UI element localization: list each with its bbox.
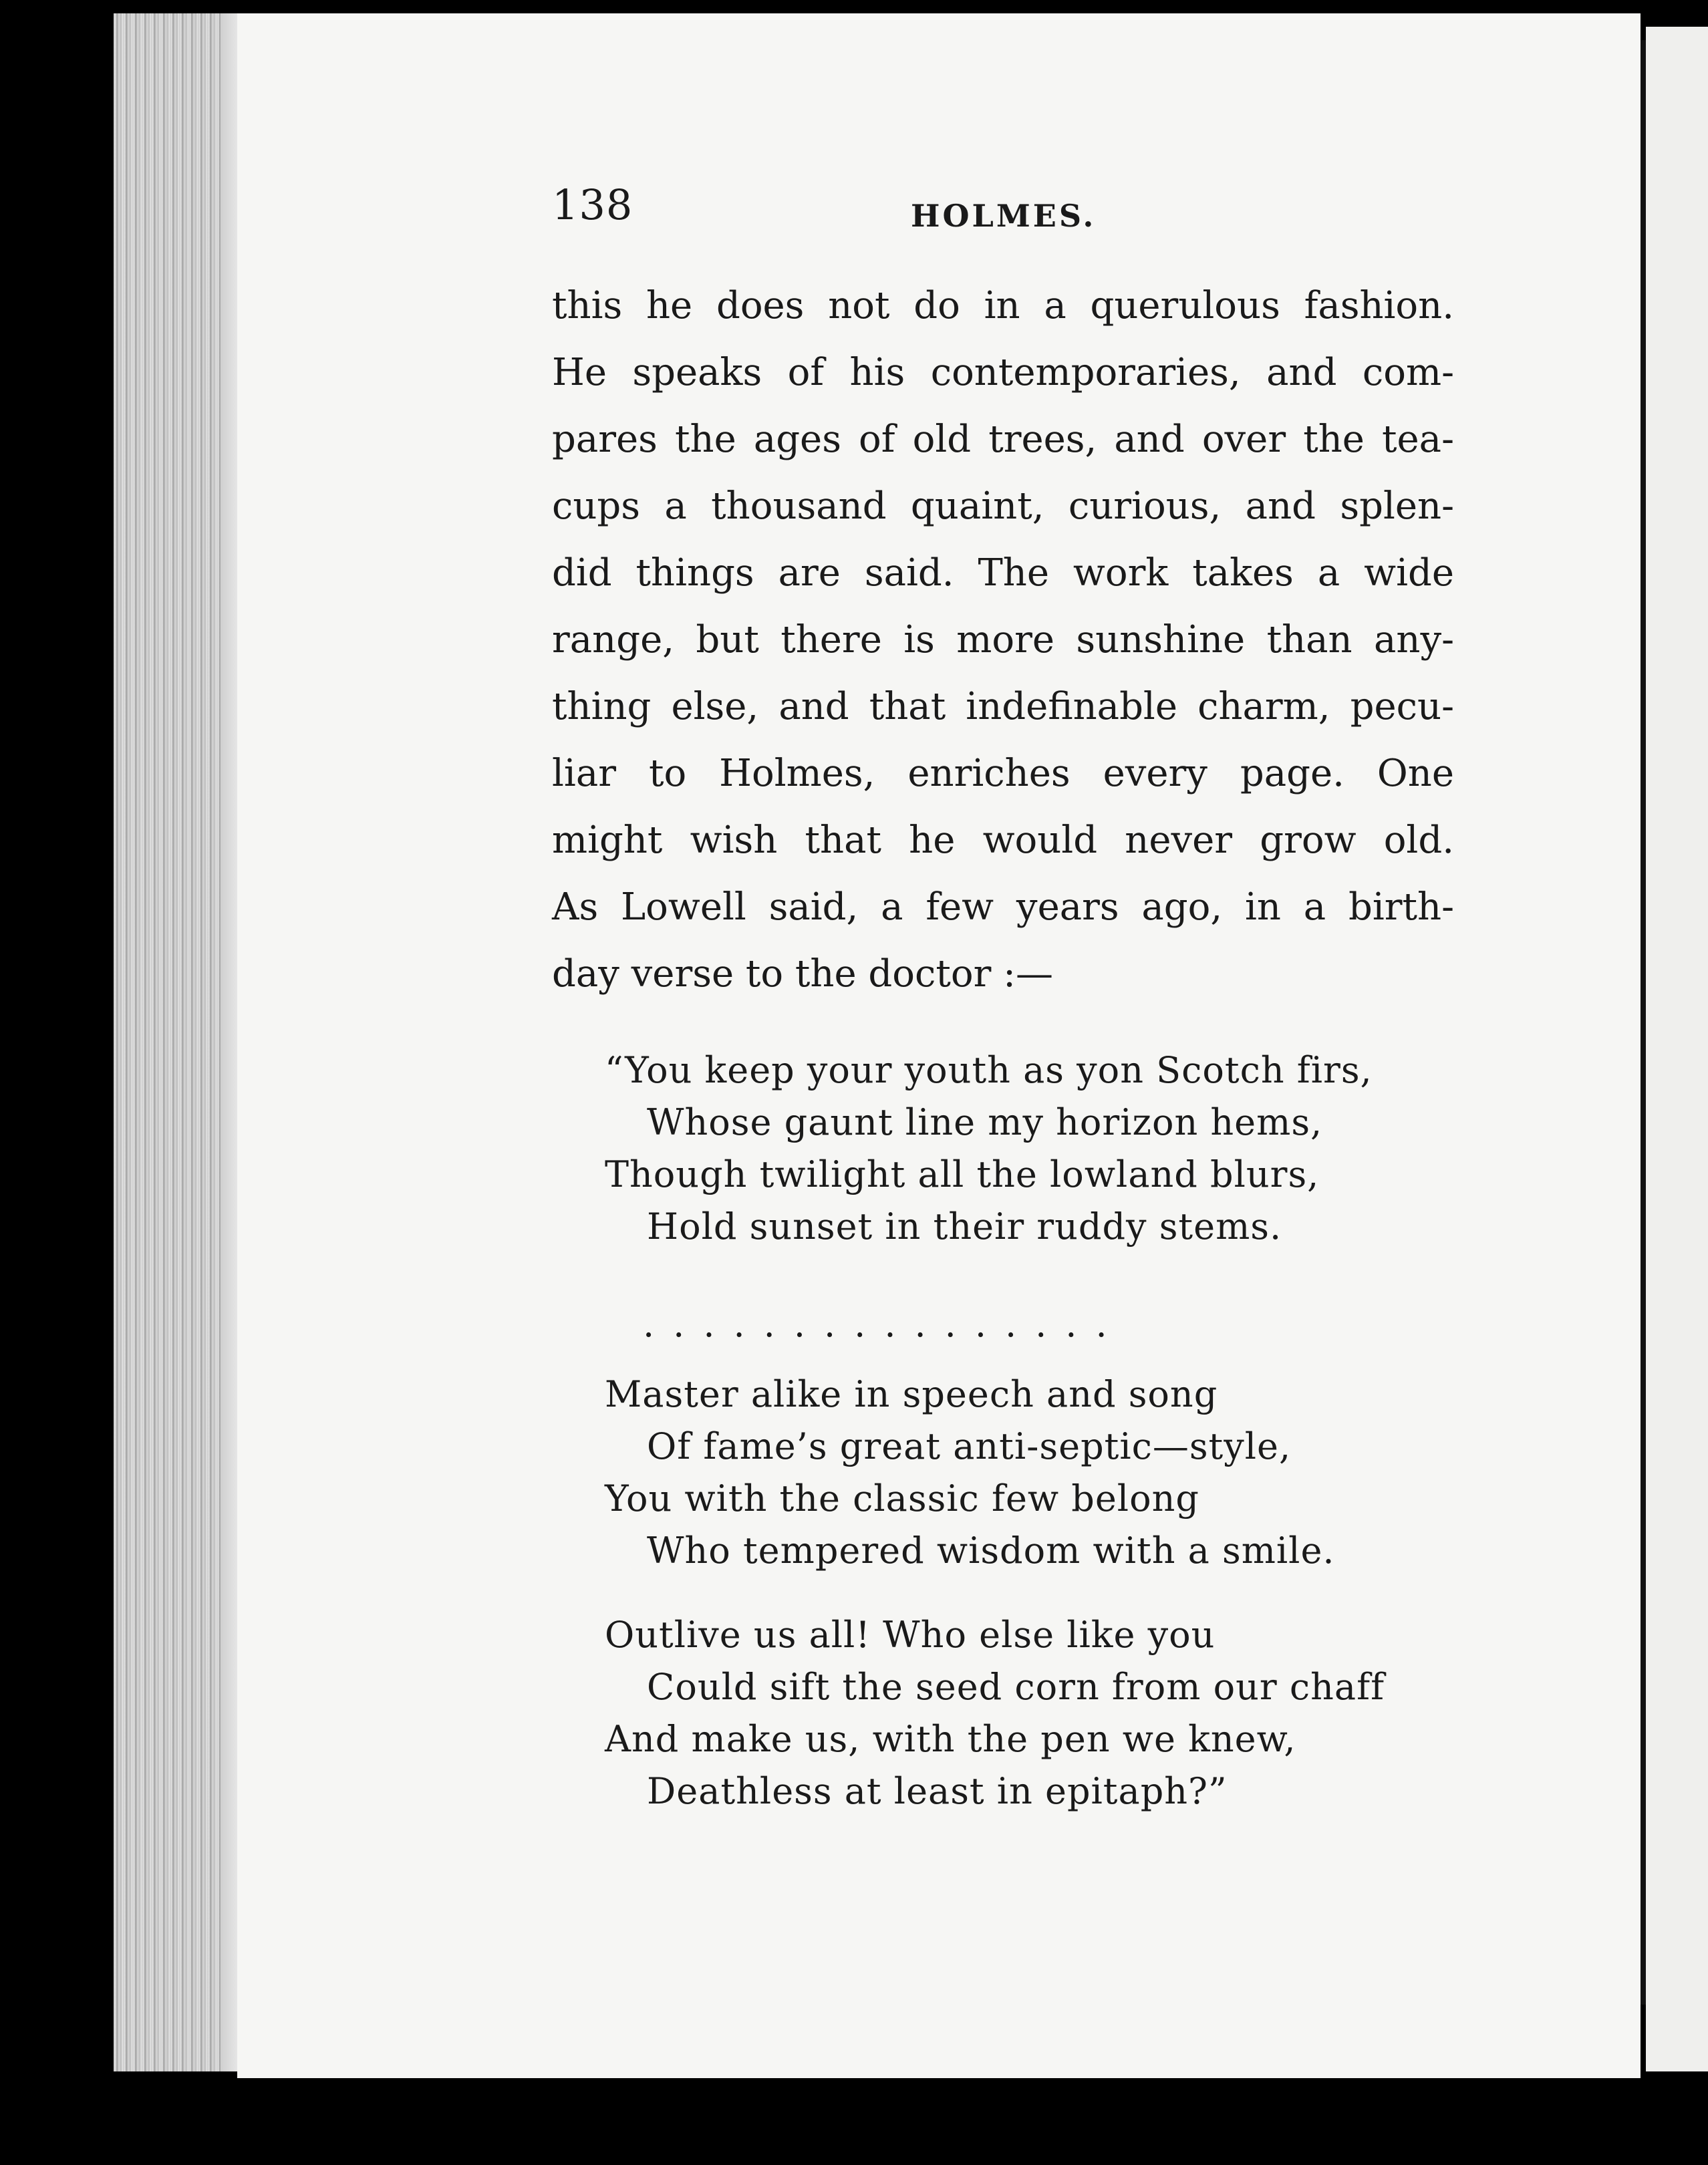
- prose-line: liar to Holmes, enriches every page. One: [552, 752, 1454, 795]
- verse-line: Deathless at least in epitaph?”: [647, 1770, 1228, 1812]
- verse-line: Who tempered wisdom with a smile.: [647, 1530, 1335, 1572]
- verse-line: And make us, with the pen we knew,: [605, 1718, 1296, 1760]
- verse-line: Master alike in speech and song: [605, 1373, 1218, 1415]
- prose-line: did things are said. The work takes a wide: [552, 551, 1454, 595]
- page-edges: [114, 13, 247, 2071]
- verse-line: Whose gaunt line my horizon hems,: [647, 1101, 1323, 1143]
- prose-line: this he does not do in a querulous fashion.: [552, 284, 1454, 327]
- verse-line: Could sift the seed corn from our chaff: [647, 1666, 1385, 1708]
- prose-line: range, but there is more sunshine than any-: [552, 618, 1454, 662]
- prose-line: thing else, and that indefinable charm, pecu-: [552, 685, 1454, 728]
- ellipsis-row: ................: [643, 1303, 1126, 1345]
- facing-page-edge: [1646, 27, 1708, 2071]
- page-number: 138: [552, 180, 633, 229]
- verse-line: Hold sunset in their ruddy stems.: [647, 1205, 1282, 1248]
- verse-line: Though twilight all the lowland blurs,: [605, 1153, 1320, 1195]
- verse-line: You with the classic few belong: [605, 1477, 1199, 1520]
- verse-line: “You keep your youth as yon Scotch firs,: [605, 1049, 1373, 1091]
- prose-line: day verse to the doctor :—: [552, 952, 1054, 996]
- verse-line: Of fame’s great anti-septic—style,: [647, 1425, 1292, 1467]
- prose-line: cups a thousand quaint, curious, and splen-: [552, 484, 1454, 528]
- verse-line: Outlive us all! Who else like you: [605, 1614, 1216, 1656]
- prose-line: pares the ages of old trees, and over the tea-: [552, 418, 1454, 461]
- prose-line: As Lowell said, a few years ago, in a birth-: [552, 885, 1454, 929]
- gutter-line: [1641, 40, 1646, 2005]
- running-head: HOLMES.: [911, 198, 1097, 234]
- prose-line: He speaks of his contemporaries, and com-: [552, 351, 1454, 394]
- prose-line: might wish that he would never grow old.: [552, 819, 1454, 862]
